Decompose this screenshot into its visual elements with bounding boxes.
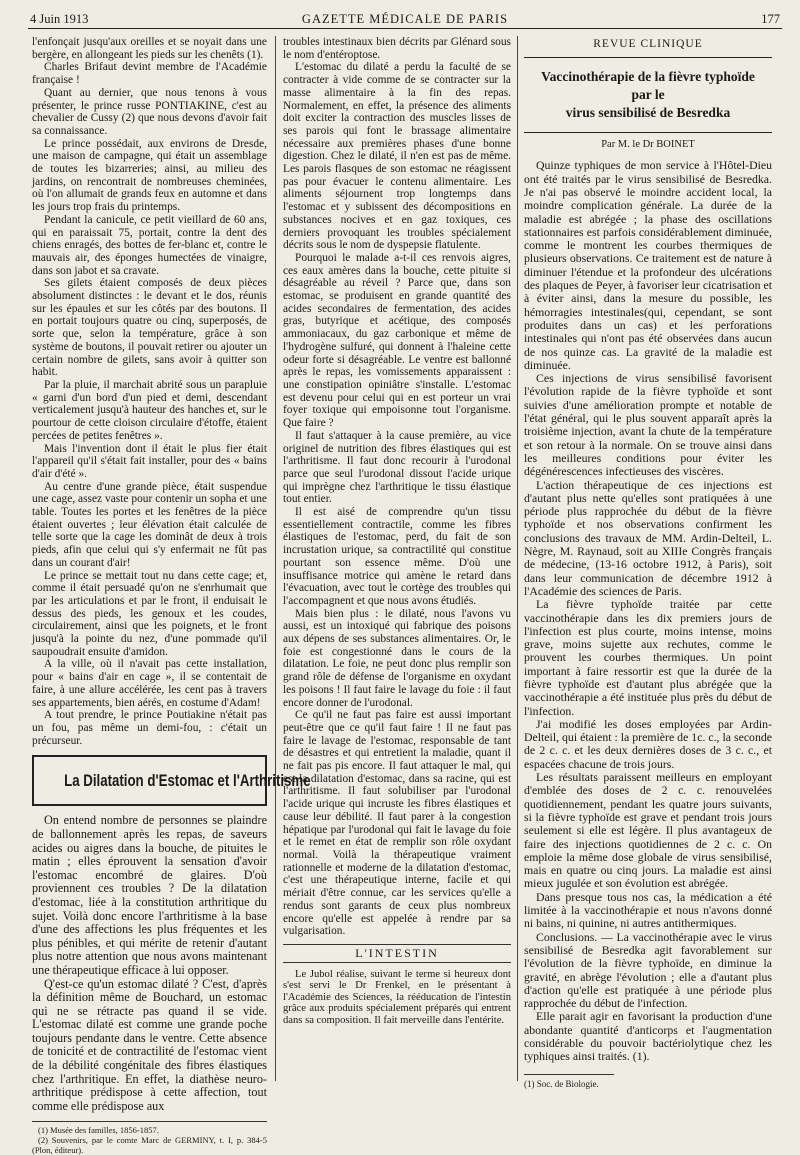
- header-rule: [28, 28, 782, 29]
- article-title: La Dilatation d'Estomac et l'Arthritisme: [64, 771, 311, 791]
- paragraph: Mais l'invention dont il était le plus fier était l'appareil qu'il s'était fait installer, pour des « bains d'air d'été ».: [32, 442, 267, 480]
- paragraph: Au centre d'une grande pièce, était suspendue une cage, assez vaste pour contenir un sopha et une table. Toutes les portes et les fenêtres de la pièce étaient ouvertes ; leur élévation était calculée de telle sorte que la cage les dominât de deux à trois pieds, afin que celui qui s'y enfermait ne fût pas dans un courant d'air!: [32, 480, 267, 569]
- paragraph: Ces injections de virus sensibilisé favorisent l'évolution rapide de la fièvre typhoïde et sont suivies d'une amélioration prompte et notable de l'état général, qui le plus souvent apparaît après la troisième injection, avant la chute de la température et son retour à la normale. On se trouve ainsi dans les meilleures conditions pour éviter les dégénérescences infectieuses des viscères.: [524, 371, 772, 479]
- article-title-block: [524, 57, 772, 133]
- paragraph: Dans presque tous nos cas, la médication a été limitée à la vaccinothérapie et nous n'avons donné ni bains, ni quinine, ni autres antithermiques.: [524, 889, 772, 931]
- paragraph: L'action thérapeutique de ces injections est d'autant plus nette qu'elles sont pratiquées à une période plus rapprochée du début de la fièvre typhoïde et nos observations confirment les conclusions des travaux de MM. Ardin-Delteil, L. Nègre, M. Raynaud, soit au XIIIe Congrès français de médecine, (13-16 octobre 1912, à Paris), soit dans leur communication de décembre 1912 à l'Académie des sciences de Paris.: [524, 477, 772, 598]
- paragraph: Ses gilets étaient composés de deux pièces absolument distinctes : le devant et le dos, réunis sur les épaules et sur les côtés par des boutons. Il en portait toujours quatre ou cinq, superposés, de sorte que, selon la température, grâce à son système de boutons, il pouvait retirer ou ajouter un certain nombre de gilets, sans avoir à quitter son habit.: [32, 277, 267, 379]
- paragraph: Mais bien plus : le dilaté, nous l'avons vu aussi, est un intoxiqué qui fabrique des poisons aux dépens de ses substances alimentaires. Or, le foie est congestionné dans le cours de la dilatation. Le foie, ne peut donc plus remplir son grand rôle de défense de l'organisme en oxydant les poisons ! Il faut faire le lavage du foie : il faut encore donner de l'urodonal.: [283, 607, 511, 709]
- footnotes: [524, 1074, 614, 1091]
- paragraph: Q'est-ce qu'un estomac dilaté ? C'est, d'après la définition même de Bouchard, un estomac qui ne se rétracte pas quand il se vide. L'estomac dilaté est comme une grande poche toujours pendante dans le ventre. Cette absence de tonicité et de contractilité de l'estomac vient de la débilité congénitale des fibres élastiques chez l'arthritique. En effet, la diathèse neuro-arthritique prédispose à cette affection, tout comme elle prédispose aux: [32, 976, 267, 1113]
- paragraph: Les résultats paraissent meilleurs en employant d'emblée des doses de 2 c. c. renouvelées quotidiennement, pendant les quatre jours suivants, si la fièvre typhoïde est grave et pendant trois jours seulement si elle est légère. Il plus avantageux de faire des injections quotidiennes de 2 c. c. On emploie la même dose globale de virus sensibilisé, mais en quatre ou cinq jours. La maladie est ainsi mieux jugulée et son évolution est abrégée.: [524, 770, 772, 891]
- paragraph: Le Jubol réalise, suivant le terme si heureux dont s'est servi le Dr Frenkel, en le présentant à l'Académie des Sciences, la rééducation de l'intestin grâce aux produits spécialement préparés qui entrent dans sa composition. Il fait merveille dans l'entérite.: [283, 968, 511, 1026]
- header-page-number: 177: [761, 12, 780, 26]
- paragraph: J'ai modifié les doses employées par Ardin-Delteil, qui étaient : la première de 1c. c., la seconde de 2 c. c. et les deux dernières doses de 3 c. c., et espacées chacune de trois jours.: [524, 716, 772, 771]
- footnote: (1) Soc. de Biologie.: [524, 1078, 599, 1089]
- title-line: Vaccinothérapie de la fièvre typhoïde: [541, 68, 755, 84]
- article-title-box: [32, 755, 311, 806]
- paragraph: La fièvre typhoïde traitée par cette vaccinothérapie dans les dix premiers jours de l'infection est plus courte, moins intense, moins grave, moins sujette aux rechutes, comme le prouvent les courbes thermiques. Un point important à faire ressortir est que la durée de la fièvre typhoïde est d'autant plus abrégée que la vaccinothérapie a été instituée plus près du début de l'infection.: [524, 597, 772, 718]
- paragraph: Pendant la canicule, ce petit vieillard de 60 ans, qui en paraissait 75, portait, contre la dent des chiens enragés, des bottes de fer-blanc et, contre le mauvais air, des éponges humectées de vinaigre, dans son jabot et sa cravate.: [32, 213, 267, 277]
- paragraph: Quinze typhiques de mon service à l'Hôtel-Dieu ont été traités par le virus sensibilisé de Besredka. Je n'ai pas observé le moindre accident local, la moindre complication générale. La durée de la maladie est abrégée ; la phase des oscillations stationnaires est parfois considérablement diminuée, comme le montrent les courbes thermiques de plusieurs observations. Ce traitement est de nature à diminuer l'étendue et la profondeur des ulcérations des plaques de Peyer, à favoriser leur cicatrisation et à éviter ainsi, dans la mesure du possible, les hémorragies intestinales(qui, cependant, se sont produites dans un cas) et les perforations intestinales qui n'ont pas été observées dans aucun de nos quinze cas. La gravité de la maladie est diminuée.: [524, 158, 772, 372]
- paragraph: A tout prendre, le prince Poutiakine n'était pas un fou, pas même un demi-fou, : c'était un précurseur.: [32, 709, 267, 747]
- paragraph: Le prince se mettait tout nu dans cette cage; et, comme il était persuadé qu'on ne s'enrhumait que par les articulations et par le front, il enduisait le dessus des pieds, les genoux et les coudes, circulairement, ainsi que les poignets, et le front jusqu'à la pointe du nez, d'une pommade qu'il saupoudrait ensuite d'amidon.: [32, 569, 267, 658]
- paragraph: Pourquoi le malade a-t-il ces renvois aigres, ces eaux amères dans la bouche, cette pituite si désagréable au réveil ? Parce que, dans son estomac, se produisent en grande quantité des acides secondaires de fermentation, des acides gras, butyrique et acétique, des composés ammoniacaux, du gaz carbonique et même de l'hydrogène sulfuré, qui donnent à l'haleine cette odeur forte si désagréable. Le ventre est ballonné après le repas, les vomissements apparaissent : une constipation opiniâtre s'installe. L'estomac est devenu pour celui qui en est porteur un vrai foyer toxique qui empoisonne tout l'organisme. Que faire ?: [283, 251, 511, 430]
- paragraph: Il est aisé de comprendre qu'un tissu essentiellement contractile, comme les fibres élastiques de l'estomac, perd, du fait de son incrustation urique, sa contractilité qui constitue pourtant son essence même. D'où une insuffisance motrice qui amène le retard dans l'évacuation, avec tout le cortège des troubles qui l'accompagnent et que nous avons étudiés.: [283, 506, 511, 607]
- title-line: par le: [631, 86, 665, 102]
- title-line: virus sensibilisé de Besredka: [565, 104, 731, 120]
- section-label: REVUE CLINIQUE: [593, 38, 703, 50]
- column-right: [524, 36, 772, 1089]
- column-middle: [283, 36, 511, 1081]
- paragraph: Il faut s'attaquer à la cause première, au vice originel de nutrition des fibres élastiques qui est l'arthritisme. Il faut donc recourir à l'urodonal parce que seul l'urodonal dissout l'acide urique qui imprègne chez l'arthritique le tissu élastique tout entier.: [283, 429, 511, 506]
- paragraph: On entend nombre de personnes se plaindre de ballonnement après les repas, de saveurs acides ou aigres dans la bouche, de pituites le matin ; elles éprouvent la sensation d'avoir l'estomac encombré de glaires. D'où proviennent ces troubles ? De la dilatation d'estomac, liée à la constitution arthritique du sujet. Voilà donc encore l'arthritisme à la base d'une des affections les plus fréquentes et les plus pénibles, et qui mérite de retenir d'autant plus notre attention que nous avons maintenant une thérapeutique efficace à lui opposer.: [32, 813, 267, 977]
- column-left: [32, 36, 311, 1155]
- header-journal-title: GAZETTE MÉDICALE DE PARIS: [301, 12, 509, 26]
- paragraph: troubles intestinaux bien décrits par Glénard sous le nom d'entéroptose.: [283, 36, 511, 61]
- footnote: (2) Souvenirs, par le comte Marc de GERMINY, t. I, p. 384-5 (Plon, éditeur).: [32, 1135, 267, 1155]
- paragraph: Le prince possédait, aux environs de Dresde, une maison de campagne, qui était un assemblage de toutes les bizarreries; ainsi, au milieu des jardins, on rencontrait de nombreuses cheminées, où l'on allumait de grands feux en automne et dans les jours trop frais du printemps.: [32, 137, 267, 214]
- paragraph: Par la pluie, il marchait abrité sous un parapluie « garni d'un bord d'un pied et demi, descendant verticalement jusqu'à hauteur des hanches et, sur le pourtour de cette cloison circulaire d'étoffe, étaient percées de petites fenêtres ».: [32, 378, 267, 442]
- paragraph: Charles Brifaut devint membre de l'Académie française !: [32, 61, 267, 87]
- column-divider-2: [517, 36, 518, 1081]
- footnotes: [32, 1121, 267, 1155]
- intestin-notice: [283, 969, 511, 1027]
- paragraph: Elle parait agir en favorisant la production d'une abondante quantité d'anticorps et l'augmentation considérable du pouvoir bactériolytique chez les typhiques ainsi traités. (1).: [524, 1009, 772, 1064]
- paragraph: A la ville, où il n'avait pas cette installation, pour « bains d'air en cage », il se contentait de faire, à une allure accélérée, les cent pas à travers ses appartements, bien aérés, en costume d'Adam!: [32, 658, 267, 709]
- article-author: Par M. le Dr BOINET: [601, 138, 695, 150]
- paragraph: l'enfonçait jusqu'aux oreilles et se noyait dans une bergère, en allongeant les pieds sur les chenêts (1).: [32, 36, 267, 61]
- article-lead: [32, 814, 267, 1113]
- footnote: (1) Musée des familles, 1856-1857.: [38, 1125, 159, 1136]
- paragraph: Conclusions. — La vaccinothérapie avec le virus sensibilisé de Besredka agit favorablement sur l'évolution de la fièvre typhoïde, en diminue la gravité, en abrège l'évolution ; elle a d'autant plus d'action qu'elle est pratiquée à une période plus rapprochée du début de l'infection.: [524, 929, 772, 1011]
- paragraph: Quant au dernier, que nous tenons à vous présenter, le prince russe PONTIAKINE, c'est au chevalier de Cussy (2) que nous devons d'avoir fait sa connaissance.: [32, 86, 267, 137]
- header-date: 4 Juin 1913: [30, 12, 89, 26]
- paragraph: L'estomac du dilaté a perdu la faculté de se contracter à vide comme de se contracter sur la masse alimentaire à la fin des repas. Normalement, en effet, la présence des aliments doit exciter la contraction des muscles lisses de ses parois qui font le brassage alimentaire nécessaire aux premières phases d'une bonne digestion. Chez le dilaté, il n'en est pas de même. Les parois flasques de son estomac ne réagissent pas pour évacuer le contenu alimentaire. Les aliments séjournent trop longtemps dans l'estomac et y subissent des décompositions en substances nocives et en gaz toxiques, ces derniers provoquant les troubles spécialement décrits sous le nom de dyspepsie flatulente.: [283, 61, 511, 252]
- section-heading-intestin: L'INTESTIN: [283, 944, 511, 963]
- paragraph: Ce qu'il ne faut pas faire est aussi important peut-être que ce qu'il faut faire ! Il ne faut pas faire le lavage de l'estomac, responsable de tant de désastres et qui entretient la maladie, quant il ne fait pas pis encore. Il faut attaquer le mal, qui est la dilatation d'estomac, dans sa racine, qui est l'arthritisme. Il faut solubiliser par l'urodonal l'acide urique qui incruste les fibres élastiques et cause leur débilité. Il faut parer à la congestion hépatique par l'urodonal qui fait le lavage du foie et le remet en état de remplir son rôle oxydant normal. Voilà la thérapeutique vraiment rationnelle et moderne de la dilatation d'estomac, c'est une thérapeutique interne, facile et qui mériait d'être connue, car les services qu'elle a rendus sont garants de ceux plus nombreux encore qu'elle est appelée à rendre par sa vulgarisation.: [283, 709, 511, 938]
- column-divider-1: [275, 36, 276, 1081]
